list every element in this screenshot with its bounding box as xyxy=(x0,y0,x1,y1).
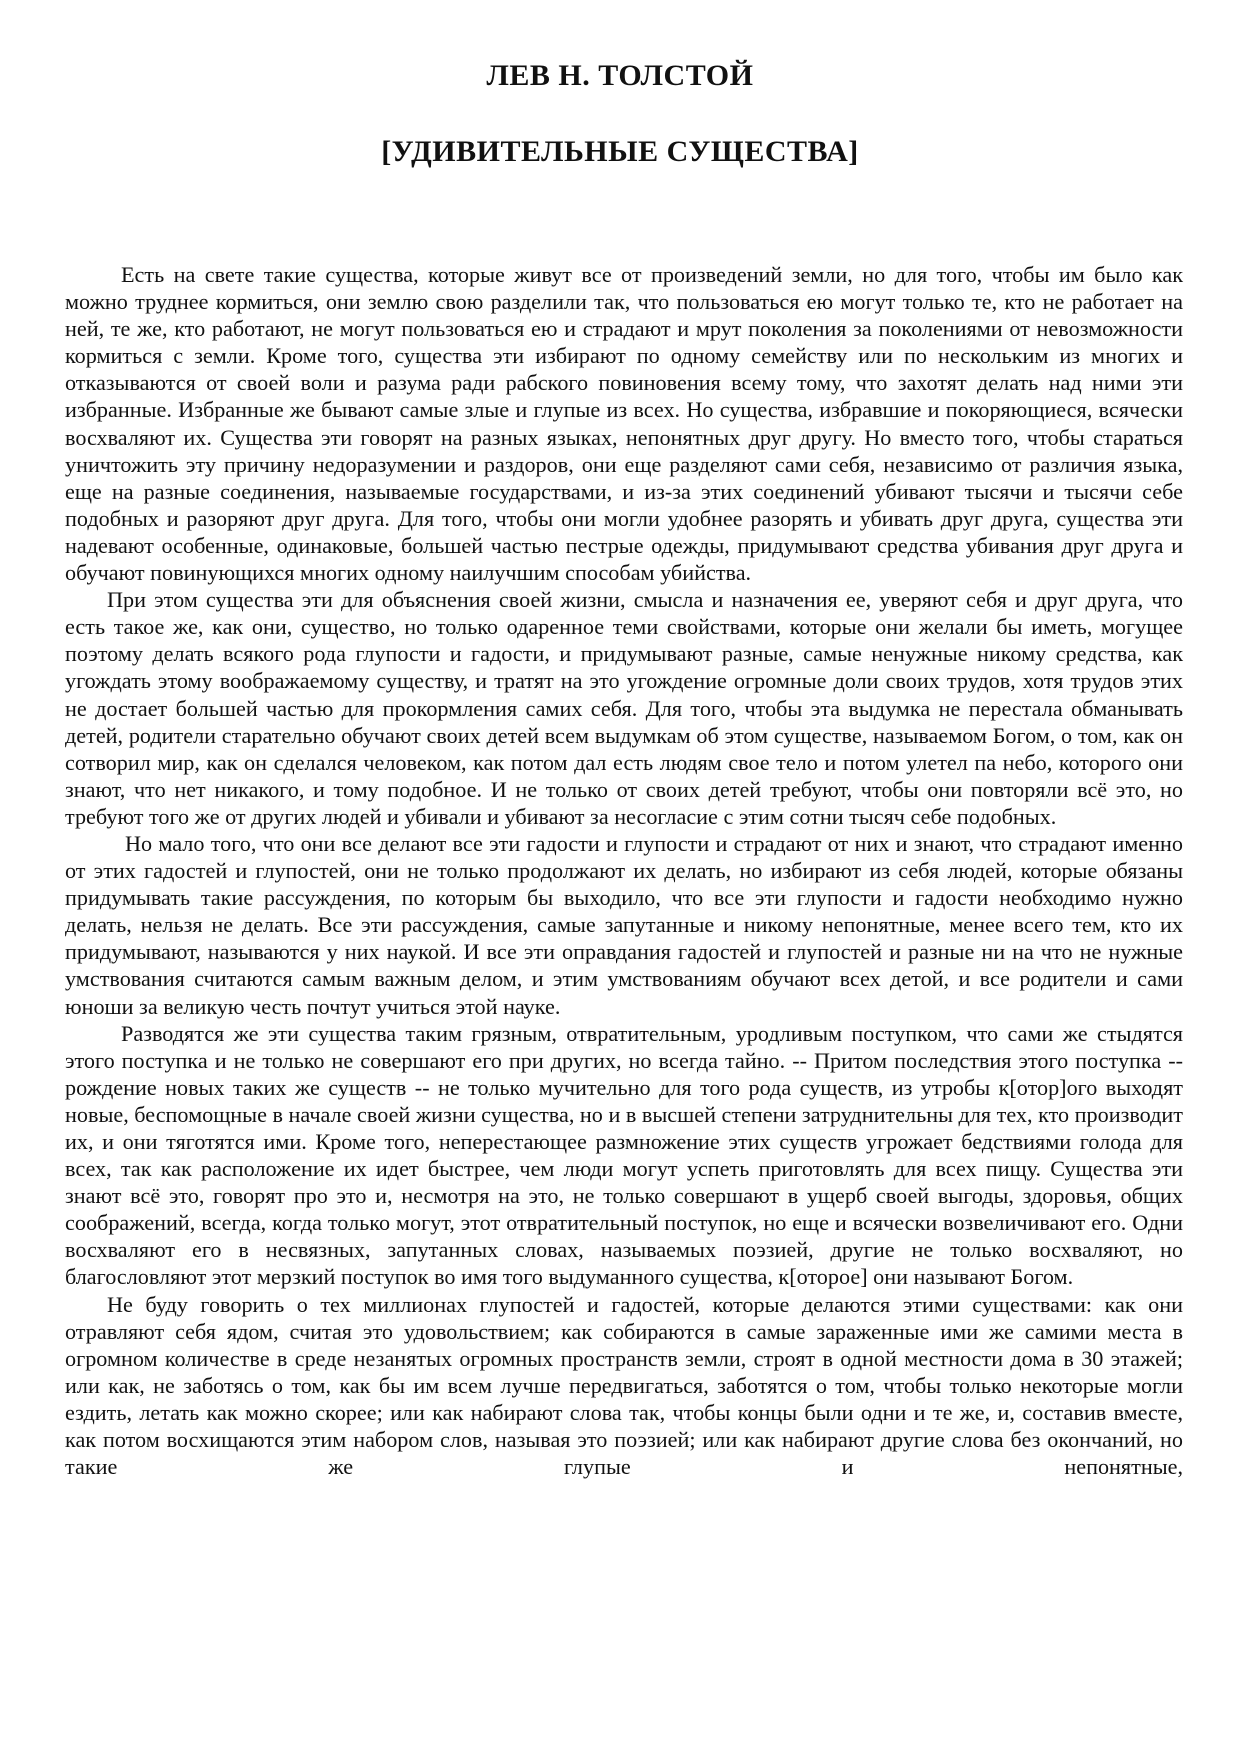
document-title: [УДИВИТЕЛЬНЫЕ СУЩЕСТВА] xyxy=(381,135,859,168)
paragraph-2: При этом существа эти для объяснения своей жизни, смысла и назначения ее, уверяют себя и друг друга, что есть такое же, как они, существо, но только одаренное теми свойствами, которые они желали бы иметь, могущее поэтому делать всякого рода глупости и гадости, и придумывают разные, самые ненужные никому средства, как угождать этому воображаемому существу, и тратят на это угождение огромные доли своих трудов, хотя трудов этих не достает большей частью для прокормления самих себя. Для того, чтобы эта выдумка не перестала обманывать детей, родители старательно обучают своих детей всем выдумкам об этом существе, называемом Богом, о том, как он сотворил мир, как он сделался человеком, как потом дал есть людям свое тело и потом улетел па небо, которого они знают, что нет никакого, и тому подобное. И не только от своих детей требуют, чтобы они повторяли всё это, но требуют того же от других людей и убивали и убивают за несогласие с этим сотни тысяч себе подобных. xyxy=(65,587,1183,829)
paragraph-3: Но мало того, что они все делают все эти гадости и глупости и страдают от них и знают, что страдают именно от этих гадостей и глупостей, они не только продолжают их делать, но избирают из себя людей, которые обязаны придумывать такие рассуждения, по которым бы выходило, что все эти глупости и гадости необходимо нужно делать, нельзя не делать. Все эти рассуждения, самые запутанные и никому непонятные, менее всего тем, кто их придумывают, называются у них наукой. И все эти оправдания гадостей и глупостей и разные ни на что не нужные умствования считаются самым важным делом, и этим умствованиям обучают всех детой, и все родители и сами юноши за великую честь почтут учиться этой науке. xyxy=(65,830,1183,1019)
body-text xyxy=(65,261,1183,1480)
author-heading: ЛЕВ Н. ТОЛСТОЙ xyxy=(486,59,754,92)
paragraph-4: Разводятся же эти существа таким грязным, отвратительным, уродливым поступком, что сами же стыдятся этого поступка и не только не совершают его при других, но всегда тайно. -- Притом последствия этого поступка -- рождение новых таких же существ -- не только мучительно для того рода существ, из утробы к[отор]ого выходят новые, беспомощные в начале своей жизни существа, но и в высшей степени затруднительны для тех, кто производит их, и они тяготятся ими. Кроме того, неперестающее размножение этих существ угрожает бедствиями голода для всех, так как расположение их идет быстрее, чем люди могут успеть приготовлять для всех пищу. Существа эти знают всё это, говорят про это и, несмотря на это, не только совершают в ущерб своей выгоды, здоровья, общих соображений, всегда, когда только могут, этот отвратительный поступок, но еще и всячески возвеличивают его. Одни восхваляют его в несвязных, запутанных словах, называемых поэзией, другие не только восхваляют, но благословляют этот мерзкий поступок во имя того выдуманного существа, к[оторое] они называют Богом. xyxy=(65,1020,1183,1290)
paragraph-1: Есть на свете такие существа, которые живут все от произведений земли, но для того, чтобы им было как можно труднее кормиться, они землю свою разделили так, что пользоваться ею могут только те, кто не работает на ней, те же, кто работают, не могут пользоваться ею и страдают и мрут поколения за поколениями от невозможности кормиться с земли. Кроме того, существа эти избирают по одному семейству или по нескольким из многих и отказываются от своей воли и разума ради рабского повиновения всему тому, что захотят делать над ними эти избранные. Избранные же бывают самые злые и глупые из всех. Но существа, избравшие и покоряющиеся, всячески восхваляют их. Существа эти говорят на разных языках, непонятных друг другу. Но вместо того, чтобы стараться уничтожить эту причину недоразумении и раздоров, они еще разделяют сами себя, независимо от различия языка, еще на разные соединения, называемые государствами, и из-за этих соединений убивают тысячи и тысячи себе подобных и разоряют друг друга. Для того, чтобы они могли удобнее разорять и убивать друг друга, существа эти надевают особенные, одинаковые, большей частью пестрые одежды, придумывают средства убивания друг друга и обучают повинующихся многих одному наилучшим способам убийства. xyxy=(65,262,1183,586)
paragraph-5: Не буду говорить о тех миллионах глупостей и гадостей, которые делаются этими существами: как они отравляют себя ядом, считая это удовольствием; как собираются в самые зараженные ими же самими места в огромном количестве в среде незанятых огромных пространств земли, строят в одной местности дома в 30 этажей; или как, не заботясь о том, как бы им всем лучше передвигаться, заботятся о том, чтобы только некоторые могли ездить, летать как можно скорее; или как набирают слова так, чтобы концы были одни и те же, и, составив вместе, как потом восхищаются этим набором слов, называя это поэзией; или как набирают другие слова без окончаний, но такие же глупые и непонятные, xyxy=(65,1291,1183,1480)
